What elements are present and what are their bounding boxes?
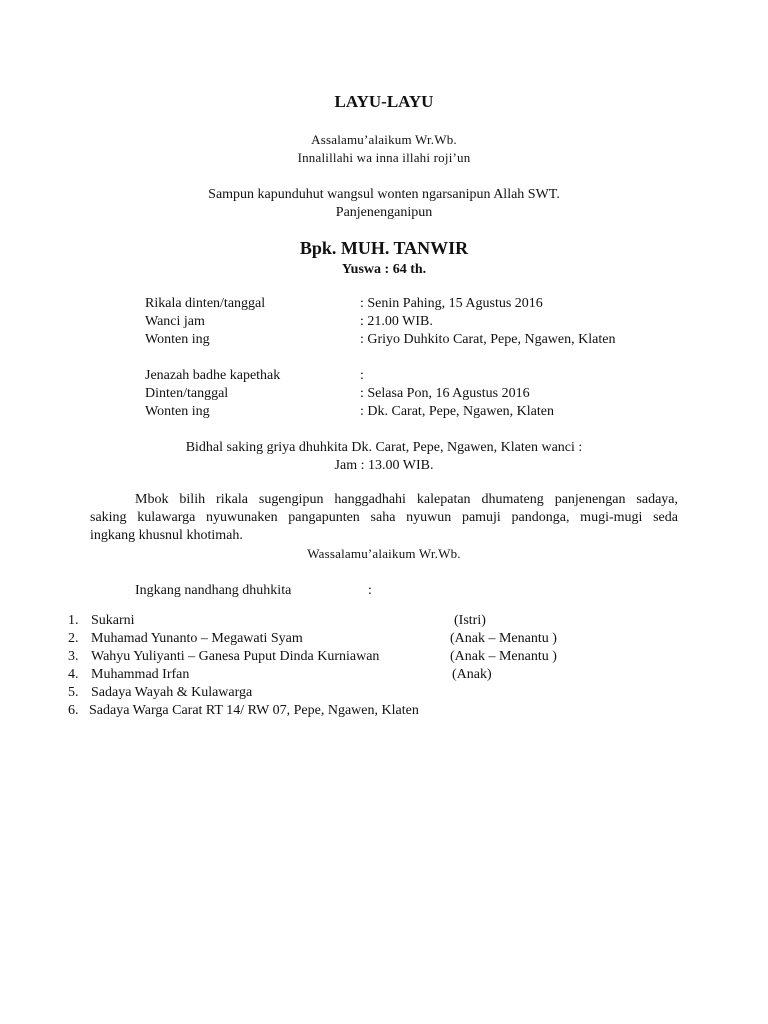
mourner-name: Muhammad Irfan (91, 667, 190, 682)
detail-value: : Griyo Duhkito Carat, Pepe, Ngawen, Klaten (360, 332, 616, 347)
mourners-heading (135, 582, 372, 600)
mourner-role: (Istri) (454, 613, 486, 628)
detail-label: Wanci jam (145, 314, 205, 329)
list-number: 3. (68, 649, 79, 664)
detail-row (145, 331, 615, 349)
list-number: 1. (68, 613, 79, 628)
detail-label: Rikala dinten/tanggal (145, 296, 266, 311)
list-number: 4. (68, 667, 79, 682)
request-line: ingkang khusnul khotimah. (90, 528, 243, 543)
list-number: 5. (68, 685, 79, 700)
burial-label: Dinten/tanggal (145, 386, 229, 401)
mourner-role: (Anak) (452, 667, 492, 682)
mourners-label: Ingkang nandhang dhuhkita (135, 583, 292, 598)
request-line: saking kulawarga nyuwunaken pangapunten saha nyuwun pamuji pandonga, mugi-mugi seda (90, 510, 678, 525)
deceased-age: Yuswa : 64 th. (341, 262, 427, 277)
detail-row (145, 313, 433, 331)
burial-value: : Dk. Carat, Pepe, Ngawen, Klaten (360, 404, 554, 419)
mourner-name: Muhamad Yunanto – Megawati Syam (91, 631, 303, 646)
detail-value: : 21.00 WIB. (360, 314, 433, 329)
mourners-colon: : (368, 583, 372, 598)
detail-row (145, 295, 543, 313)
mourner-name: Sadaya Wayah & Kulawarga (91, 685, 253, 700)
burial-value: : (360, 368, 364, 383)
departure-line-1: Bidhal saking griya dhuhkita Dk. Carat, Pepe, Ngawen, Klaten wanci : (185, 440, 583, 455)
burial-label: Jenazah badhe kapethak (145, 368, 281, 383)
mourner-role: (Anak – Menantu ) (450, 631, 557, 646)
burial-row (145, 385, 530, 403)
request-line: Mbok bilih rikala sugengipun hanggadhahi kalepatan dhumateng panjenengan sadaya, (135, 492, 678, 507)
request-paragraph (90, 491, 678, 545)
mourner-name: Wahyu Yuliyanti – Ganesa Puput Dinda Kurniawan (91, 649, 380, 664)
list-number: 6. (68, 703, 79, 718)
list-number: 2. (68, 631, 79, 646)
burial-label: Wonten ing (145, 404, 210, 419)
mourner-name: Sadaya Warga Carat RT 14/ RW 07, Pepe, Ngawen, Klaten (89, 703, 419, 718)
detail-label: Wonten ing (145, 332, 210, 347)
announcement-line-2: Panjenenganipun (335, 205, 433, 220)
mourner-role: (Anak – Menantu ) (450, 649, 557, 664)
greeting-line-2: Innalillahi wa inna illahi roji’un (297, 150, 471, 165)
announcement-line-1: Sampun kapunduhut wangsul wonten ngarsanipun Allah SWT. (208, 187, 560, 202)
document-title: LAYU-LAYU (334, 92, 434, 111)
deceased-name: Bpk. MUH. TANWIR (299, 238, 469, 258)
burial-row (145, 403, 554, 421)
greeting-line-1: Assalamu’alaikum Wr.Wb. (311, 132, 457, 147)
closing-greeting: Wassalamu’alaikum Wr.Wb. (307, 546, 461, 561)
departure-line-2: Jam : 13.00 WIB. (334, 458, 434, 473)
burial-row (145, 367, 364, 385)
burial-value: : Selasa Pon, 16 Agustus 2016 (360, 386, 530, 401)
detail-value: : Senin Pahing, 15 Agustus 2016 (360, 296, 543, 311)
mourner-name: Sukarni (91, 613, 135, 628)
